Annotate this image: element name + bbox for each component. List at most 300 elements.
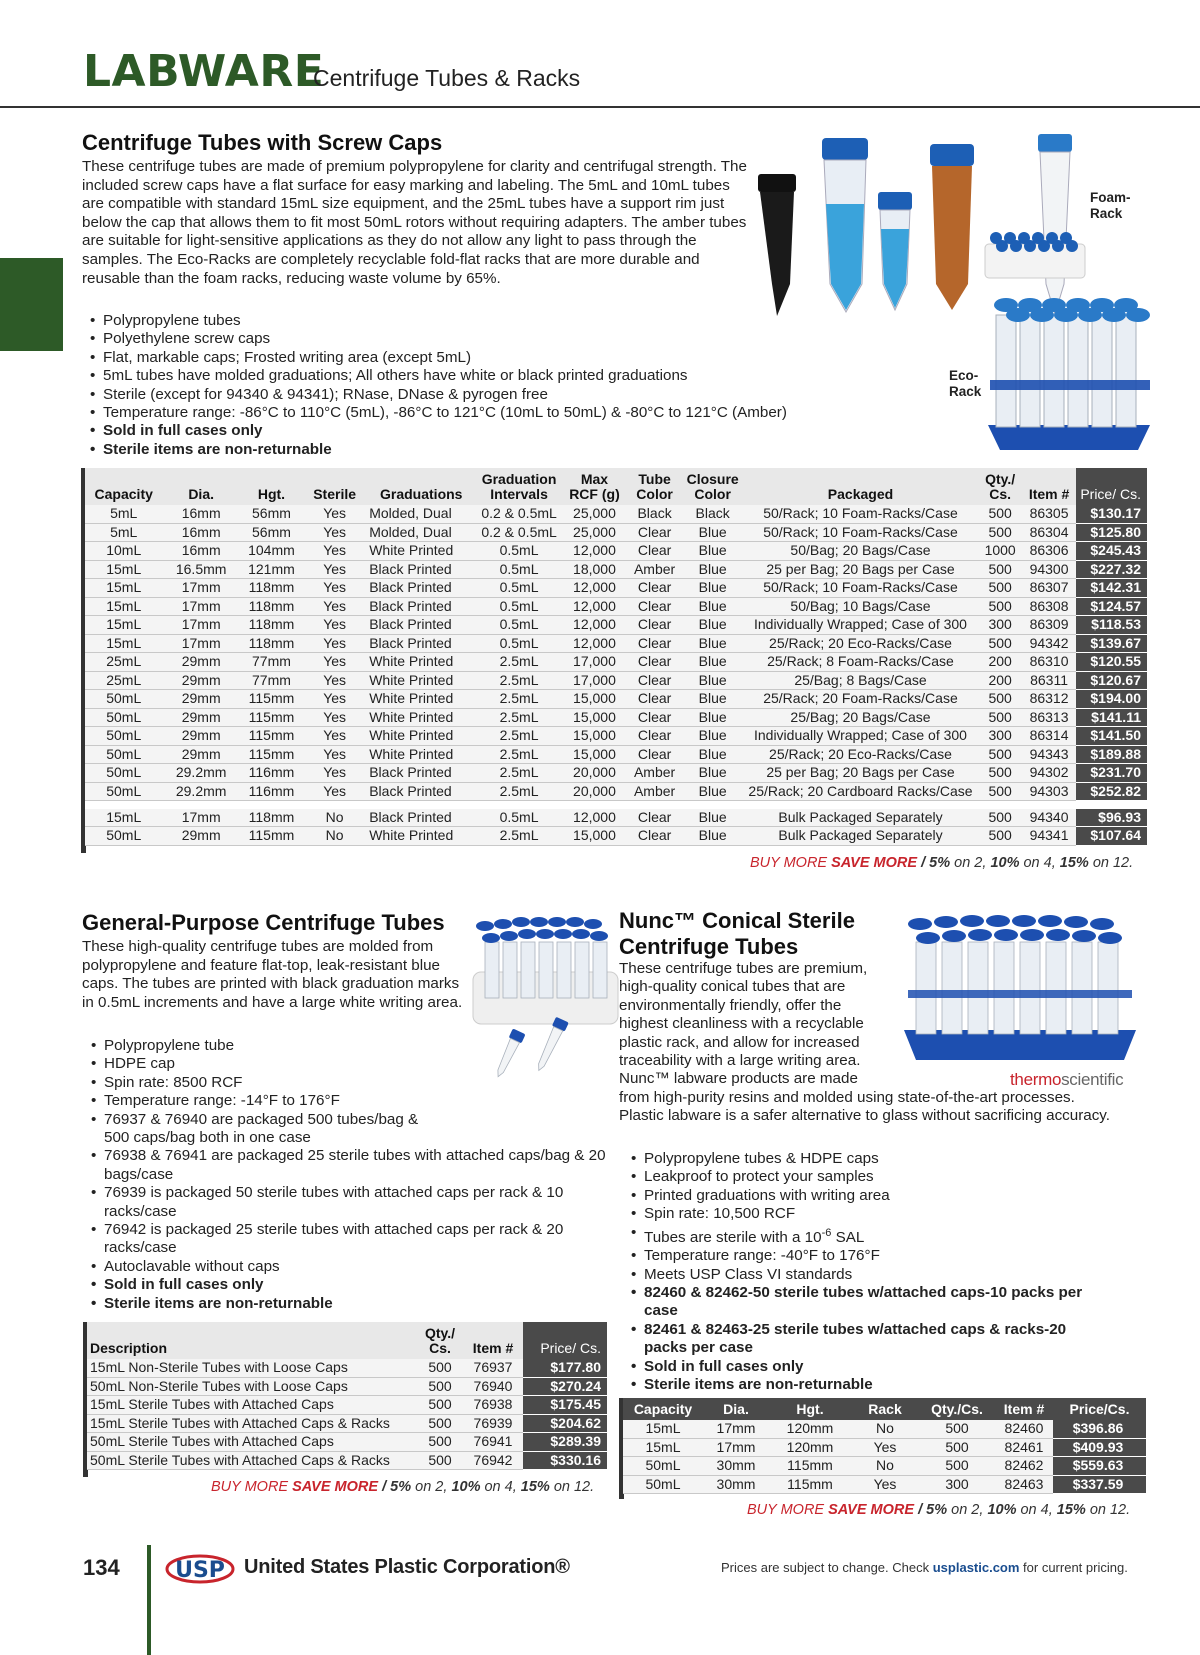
table-cell: 200 [978,653,1023,672]
section3-title-line2: Centrifuge Tubes [619,934,799,959]
table-cell: Black Printed [366,764,476,783]
table-cell: 56mm [240,505,303,523]
table-cell: 18,000 [562,560,627,579]
footer-divider [147,1545,151,1655]
price-cell: $130.17 [1076,505,1147,523]
page-number: 134 [83,1555,120,1580]
table-cell: 0.5mL [476,597,562,616]
table-cell: 86310 [1023,653,1076,672]
table-cell: Black Printed [366,809,476,827]
table-row [87,1451,607,1470]
buy-more-note [211,1479,594,1495]
table-cell: Blue [682,653,743,672]
table-spacer [85,801,1147,809]
price-cell: $270.24 [523,1377,607,1396]
table-row [85,560,1147,579]
table-cell: Blue [682,634,743,653]
table-cell: Blue [682,523,743,542]
table-row [85,809,1147,827]
bullet: • HDPE cap [90,1055,610,1073]
table-cell: 300 [978,616,1023,635]
col-header: Rack [851,1398,919,1420]
pricing-note [721,1560,1128,1575]
table-cell: 50/Rack; 10 Foam-Racks/Case [743,505,978,523]
table-cell: Yes [303,764,366,783]
section3-title-line1: Nunc™ Conical Sterile [619,908,855,933]
col-header: Qty./Cs. [919,1398,995,1420]
table-cell: Yes [303,505,366,523]
table-cell: 2.5mL [476,727,562,746]
table-cell: Clear [627,523,682,542]
table-cell: 25mL [85,653,162,672]
table-cell: 500 [978,634,1023,653]
table-cell: Blue [682,827,743,846]
table-row [85,634,1147,653]
table-cell: 15mL [85,560,162,579]
table-cell: 50mL [85,690,162,709]
table-cell: Yes [303,634,366,653]
table-cell: 12,000 [562,809,627,827]
table-cell: 500 [978,745,1023,764]
table-row [85,727,1147,746]
table-cell: Bulk Packaged Separately [743,809,978,827]
table-row [623,1457,1146,1476]
table-cell: 115mm [240,690,303,709]
centrifuge-tubes-table [85,468,1147,846]
bullet: • Polypropylene tube [90,1037,610,1055]
table-cell: 77mm [240,671,303,690]
table-cell: 29mm [162,690,239,709]
table-row [85,542,1147,561]
table-cell: 15,000 [562,727,627,746]
col-header: Hgt. [257,486,286,502]
table-row [85,764,1147,783]
price-cell: $396.86 [1053,1420,1146,1438]
table-cell: 25/Rack; 20 Cardboard Racks/Case [743,782,978,801]
table-cell: 2.5mL [476,671,562,690]
price-cell: $118.53 [1076,616,1147,635]
table-cell: Blue [682,597,743,616]
table-cell: 500 [919,1420,995,1438]
table-cell: 86312 [1023,690,1076,709]
table-cell: Yes [303,671,366,690]
nunc-tubes-table [623,1398,1146,1494]
bullet: • Autoclavable without caps [90,1258,610,1276]
table-row [623,1420,1146,1438]
table-cell: 5mL [85,523,162,542]
discount-2: 10% [987,1502,1017,1518]
table-cell: 25/Bag; 20 Bags/Case [743,708,978,727]
table-row [85,597,1147,616]
discount-1-qty: on 2, [950,855,991,871]
price-cell: $175.45 [523,1396,607,1415]
col-header: Sterile [313,486,357,502]
table-cell: 86307 [1023,579,1076,598]
price-cell: $120.55 [1076,653,1147,672]
discount-1: 5% [929,855,951,871]
table-cell: 76940 [463,1377,523,1396]
table-cell: 500 [978,764,1023,783]
bullet: • 76939 is packaged 50 sterile tubes with attached caps per rack & 10 racks/case [90,1184,595,1221]
table-cell: 94300 [1023,560,1076,579]
col-header: Item # [995,1398,1053,1420]
table-cell: 29.2mm [162,782,239,801]
table-cell: 17,000 [562,653,627,672]
section3-title [619,908,855,960]
table-cell: 25mL [85,671,162,690]
table-cell: 12,000 [562,542,627,561]
table-cell: 50mL [85,764,162,783]
col-header: Dia. [188,486,214,502]
table-cell: 29mm [162,671,239,690]
table-row [85,671,1147,690]
table-cell: 94343 [1023,745,1076,764]
table-cell: 50mL [85,745,162,764]
table-cell: 121mm [240,560,303,579]
brand-heading: LABWARE [83,46,325,97]
table-cell: 50/Rack; 10 Foam-Racks/Case [743,523,978,542]
bullet: • Temperature range: -14°F to 176°F [90,1092,610,1110]
table-cell: White Printed [366,653,476,672]
table-cell: 10mL [85,542,162,561]
table-cell: Clear [627,708,682,727]
table-cell: No [303,827,366,846]
table-cell: 0.5mL [476,542,562,561]
table-cell: 115mm [240,727,303,746]
table-row [85,827,1147,846]
table-cell: 29mm [162,827,239,846]
table-cell: Clear [627,690,682,709]
table-cell: 82462 [995,1457,1053,1476]
discount-3: 15% [1059,855,1089,871]
table-cell: 2.5mL [476,782,562,801]
table-cell: 300 [919,1475,995,1494]
table-cell: 115mm [240,827,303,846]
price-cell: $245.43 [1076,542,1147,561]
table-row [87,1414,607,1433]
table-cell: White Printed [366,542,476,561]
table-cell: 50mL Sterile Tubes with Attached Caps & Racks [87,1451,417,1470]
table-cell: 500 [978,708,1023,727]
table-cell: 15mL [85,634,162,653]
table-cell: 50mL [85,782,162,801]
table-cell: Clear [627,727,682,746]
thermo-logo-part2: scientific [1061,1070,1124,1089]
table-cell: 500 [978,782,1023,801]
table-cell: 116mm [240,764,303,783]
pricing-note-pre: Prices are subject to change. Check [721,1560,933,1575]
table-row [85,505,1147,523]
table-cell: Clear [627,634,682,653]
table-row [85,782,1147,801]
table-cell: 86304 [1023,523,1076,542]
table-cell: 17mm [162,597,239,616]
table-cell: Yes [303,579,366,598]
table-row [87,1396,607,1415]
table-cell: 17mm [703,1420,769,1438]
table-cell: Clear [627,745,682,764]
bullet: • Sold in full cases only [89,422,849,440]
buy-more-text: BUY MORE [750,855,832,871]
usp-logo-text: USP [175,1558,225,1583]
table-cell: Clear [627,542,682,561]
table-cell: 17mm [703,1438,769,1457]
table-body [623,1420,1146,1494]
table-cell: 500 [417,1359,463,1377]
table-cell: 94341 [1023,827,1076,846]
table-cell: 50/Bag; 20 Bags/Case [743,542,978,561]
section1-bullets [89,312,849,459]
price-cell: $107.64 [1076,827,1147,846]
price-cell: $227.32 [1076,560,1147,579]
price-cell: $125.80 [1076,523,1147,542]
bullet: • 82460 & 82462-50 sterile tubes w/attached caps-10 packs per case [630,1284,1110,1321]
table-cell: 0.5mL [476,809,562,827]
col-header: Qty./ Cs. [424,1325,456,1356]
table-cell: 5mL [85,505,162,523]
table-cell: 118mm [240,634,303,653]
table-cell: 50/Rack; 10 Foam-Racks/Case [743,579,978,598]
table-cell: 25,000 [562,523,627,542]
nunc-tubes-rack-image [898,912,1142,1062]
table-cell: 94302 [1023,764,1076,783]
price-cell: $204.62 [523,1414,607,1433]
table-cell: 118mm [240,616,303,635]
col-header: Capacity [623,1398,703,1420]
slash: / [917,855,930,871]
table-row [85,708,1147,727]
table-cell: 2.5mL [476,653,562,672]
table-cell: 25 per Bag; 20 Bags per Case [743,560,978,579]
table-cell: Black Printed [366,782,476,801]
table-cell: 25/Bag; 8 Bags/Case [743,671,978,690]
table-cell: 2.5mL [476,708,562,727]
table-cell: 86308 [1023,597,1076,616]
table-cell: No [303,809,366,827]
col-header: Qty./ Cs. [985,471,1016,502]
table-cell: White Printed [366,671,476,690]
table-cell: Amber [627,764,682,783]
table-row [85,745,1147,764]
section1-title: Centrifuge Tubes with Screw Caps [82,130,443,155]
table-cell: 29mm [162,727,239,746]
price-cell: $337.59 [1053,1475,1146,1494]
price-cell: $231.70 [1076,764,1147,783]
table-cell: 82461 [995,1438,1053,1457]
table-cell: 115mm [240,745,303,764]
bullet: • 76938 & 76941 are packaged 25 sterile tubes with attached caps/bag & 20 bags/case [90,1147,610,1184]
table-cell: Blue [682,782,743,801]
table-body [87,1359,607,1470]
table-cell: 116mm [240,782,303,801]
table-cell: 12,000 [562,597,627,616]
price-cell: $177.80 [523,1359,607,1377]
general-purpose-table [87,1322,607,1470]
sal-suffix: SAL [831,1228,865,1246]
table-cell: 15mL [623,1420,703,1438]
table-row [85,653,1147,672]
col-header: Price/Cs. [1053,1398,1146,1420]
col-header: Packaged [827,486,894,502]
col-header: Price/ Cs. [1076,468,1147,505]
table-cell: 50mL [85,708,162,727]
table-row [87,1433,607,1452]
table-cell: 120mm [769,1438,851,1457]
table-cell: 15,000 [562,745,627,764]
table-cell: 16mm [162,523,239,542]
table-row [85,690,1147,709]
table-cell: 16mm [162,542,239,561]
table-cell: 76941 [463,1433,523,1452]
table-cell: Yes [303,560,366,579]
table-cell: 500 [919,1457,995,1476]
col-header: Max RCF (g) [569,471,620,502]
table-cell: 50/Bag; 10 Bags/Case [743,597,978,616]
table-cell: 300 [978,727,1023,746]
table-cell: 15mL Non-Sterile Tubes with Loose Caps [87,1359,417,1377]
table-row [87,1377,607,1396]
table-cell: Blue [682,727,743,746]
price-cell: $96.93 [1076,809,1147,827]
sal-text: Tubes are sterile with a 10 [644,1228,822,1246]
table-cell: 50mL [85,727,162,746]
bullet: • Temperature range: -40°F to 176°F [630,1247,1150,1265]
table-cell: Yes [303,542,366,561]
table-header-row [623,1398,1146,1420]
table-cell: 94342 [1023,634,1076,653]
corporation-name: United States Plastic Corporation® [244,1556,570,1578]
col-header: Tube Color [636,471,673,502]
table-cell: White Printed [366,727,476,746]
col-header: Item # [1028,486,1070,502]
table-cell: 200 [978,671,1023,690]
table-cell: No [851,1457,919,1476]
table-cell: Yes [851,1438,919,1457]
bullet: • Polypropylene tubes & HDPE caps [630,1150,1150,1168]
col-header: Graduations [380,486,463,502]
save-more-text: SAVE MORE [292,1479,379,1495]
table-cell: 82460 [995,1420,1053,1438]
table-cell: Blue [682,671,743,690]
discount-1: 5% [926,1502,948,1518]
table-cell: 118mm [240,809,303,827]
table-row [87,1359,607,1377]
table-cell: 86306 [1023,542,1076,561]
table-cell: 17mm [162,634,239,653]
table-cell: 86309 [1023,616,1076,635]
table-cell: 2.5mL [476,827,562,846]
discount-2: 10% [451,1479,481,1495]
save-more-text: SAVE MORE [828,1502,915,1518]
table-cell: 15,000 [562,827,627,846]
thermo-scientific-logo [1010,1070,1123,1090]
price-cell: $289.39 [523,1433,607,1452]
table-cell: 500 [978,523,1023,542]
buy-more-note [747,1502,1130,1518]
bullet: • Sterile items are non-returnable [89,441,849,459]
col-header: Price/ Cs. [523,1322,607,1359]
table-cell: 17,000 [562,671,627,690]
thermo-logo-part1: thermo [1010,1070,1062,1089]
table-cell: 0.2 & 0.5mL [476,505,562,523]
table-row [85,616,1147,635]
price-cell: $141.11 [1076,708,1147,727]
price-cell: $559.63 [1053,1457,1146,1476]
table-cell: 86314 [1023,727,1076,746]
price-cell: $194.00 [1076,690,1147,709]
price-cell: $189.88 [1076,745,1147,764]
table-cell: 50mL Non-Sterile Tubes with Loose Caps [87,1377,417,1396]
table-cell: 56mm [240,523,303,542]
bullet: • 82461 & 82463-25 sterile tubes w/attached caps & racks-20 packs per case [630,1321,1110,1358]
table-cell: Yes [303,653,366,672]
table-cell: 50mL [85,827,162,846]
table-cell: 20,000 [562,764,627,783]
table-cell: 25 per Bag; 20 Bags per Case [743,764,978,783]
table-cell: 77mm [240,653,303,672]
table-cell: 15mL [85,597,162,616]
section2-description: These high-quality centrifuge tubes are molded from polypropylene and feature flat-top, leak-resistant blue caps. The tubes are printed with black graduation marks in 0.5mL increments and have a large white writing area. [82,938,463,1011]
table-cell: 76939 [463,1414,523,1433]
discount-3: 15% [520,1479,550,1495]
eco-rack-image [978,285,1160,453]
sal-exponent: -6 [821,1226,832,1239]
table-cell: 500 [978,690,1023,709]
table-cell: Clear [627,579,682,598]
bullet: • Polypropylene tubes [89,312,849,330]
bullet: • 5mL tubes have molded graduations; All others have white or black printed graduations [89,367,849,385]
table-cell: 25/Rack; 20 Eco-Racks/Case [743,745,978,764]
table-cell: 50mL [623,1457,703,1476]
section2-bullets [90,1037,610,1313]
table-cell: 118mm [240,579,303,598]
table-cell: 17mm [162,579,239,598]
table-cell: Black Printed [366,616,476,635]
table-cell: 16mm [162,505,239,523]
table-cell: 500 [417,1451,463,1470]
table-cell: 12,000 [562,634,627,653]
bullet: • Sold in full cases only [90,1276,610,1294]
table-cell: 50mL [623,1475,703,1494]
save-more-text: SAVE MORE [831,855,918,871]
table-cell: 0.5mL [476,616,562,635]
table-cell: 15mL Sterile Tubes with Attached Caps [87,1396,417,1415]
table-cell: 15mL [623,1438,703,1457]
table-cell: 15mL [85,616,162,635]
table-cell: Molded, Dual [366,523,476,542]
website-link[interactable]: usplastic.com [932,1560,1020,1575]
bullet: • Flat, markable caps; Frosted writing area (except 5mL) [89,349,849,367]
buy-more-text: BUY MORE [747,1502,829,1518]
table-cell: Blue [682,764,743,783]
discount-1: 5% [390,1479,412,1495]
bullet: • Temperature range: -86°C to 110°C (5mL), -86°C to 121°C (10mL to 50mL) & -80°C to 121°C (Amber) [89,404,849,422]
slash: / [914,1502,927,1518]
col-header: Graduation Intervals [481,471,557,502]
table-cell: Yes [303,782,366,801]
table-cell: 2.5mL [476,690,562,709]
bullet: • Leakproof to protect your samples [630,1168,1150,1186]
bullet [630,1224,1150,1247]
table-cell: 86313 [1023,708,1076,727]
bullet: • 76937 & 76940 are packaged 500 tubes/bag & 500 caps/bag both in one case [90,1111,430,1148]
table-cell: 30mm [703,1475,769,1494]
table-row [85,579,1147,598]
price-cell: $142.31 [1076,579,1147,598]
table-cell: White Printed [366,708,476,727]
table-cell: 2.5mL [476,764,562,783]
table-cell: 500 [978,809,1023,827]
